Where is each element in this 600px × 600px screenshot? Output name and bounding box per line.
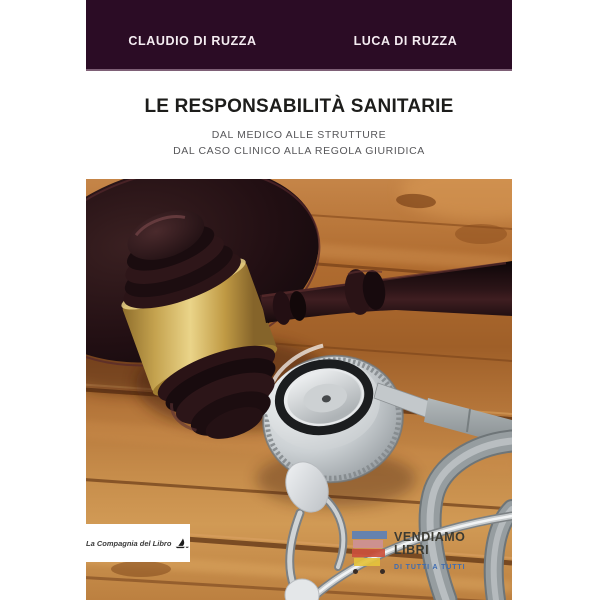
- book-bar: [352, 549, 385, 557]
- sailboat-icon: [175, 536, 190, 551]
- book-bar: [352, 531, 387, 539]
- book-subtitle-line-2: DAL CASO CLINICO ALLA REGOLA GIURIDICA: [173, 145, 425, 157]
- book-stack-icon: [352, 531, 387, 574]
- author-name-left: CLAUDIO DI RUZZA: [128, 33, 257, 48]
- header-band: [86, 0, 512, 71]
- book-bar: [354, 558, 380, 566]
- publisher-logo: [86, 524, 190, 562]
- book-subtitle: [86, 127, 512, 159]
- seller-tagline: DI TUTTI A TUTTI: [394, 564, 466, 571]
- cart-wheels: [353, 569, 385, 574]
- book-cover: [86, 0, 512, 600]
- book-bar: [353, 540, 383, 548]
- seller-name-line-1: VENDIAMO: [394, 530, 466, 544]
- book-subtitle-line-1: DAL MEDICO ALLE STRUTTURE: [211, 129, 387, 141]
- author-name-right: LUCA DI RUZZA: [353, 33, 458, 48]
- seller-name-line-2: LIBRI: [394, 543, 430, 557]
- title-block: [86, 73, 512, 159]
- wheel-dot: [380, 569, 385, 574]
- publisher-name: La Compagnia del Libro: [86, 538, 172, 548]
- book-title: LE RESPONSABILITÀ SANITARIE: [144, 96, 454, 117]
- seller-logo: [352, 531, 497, 574]
- wheel-dot: [353, 569, 358, 574]
